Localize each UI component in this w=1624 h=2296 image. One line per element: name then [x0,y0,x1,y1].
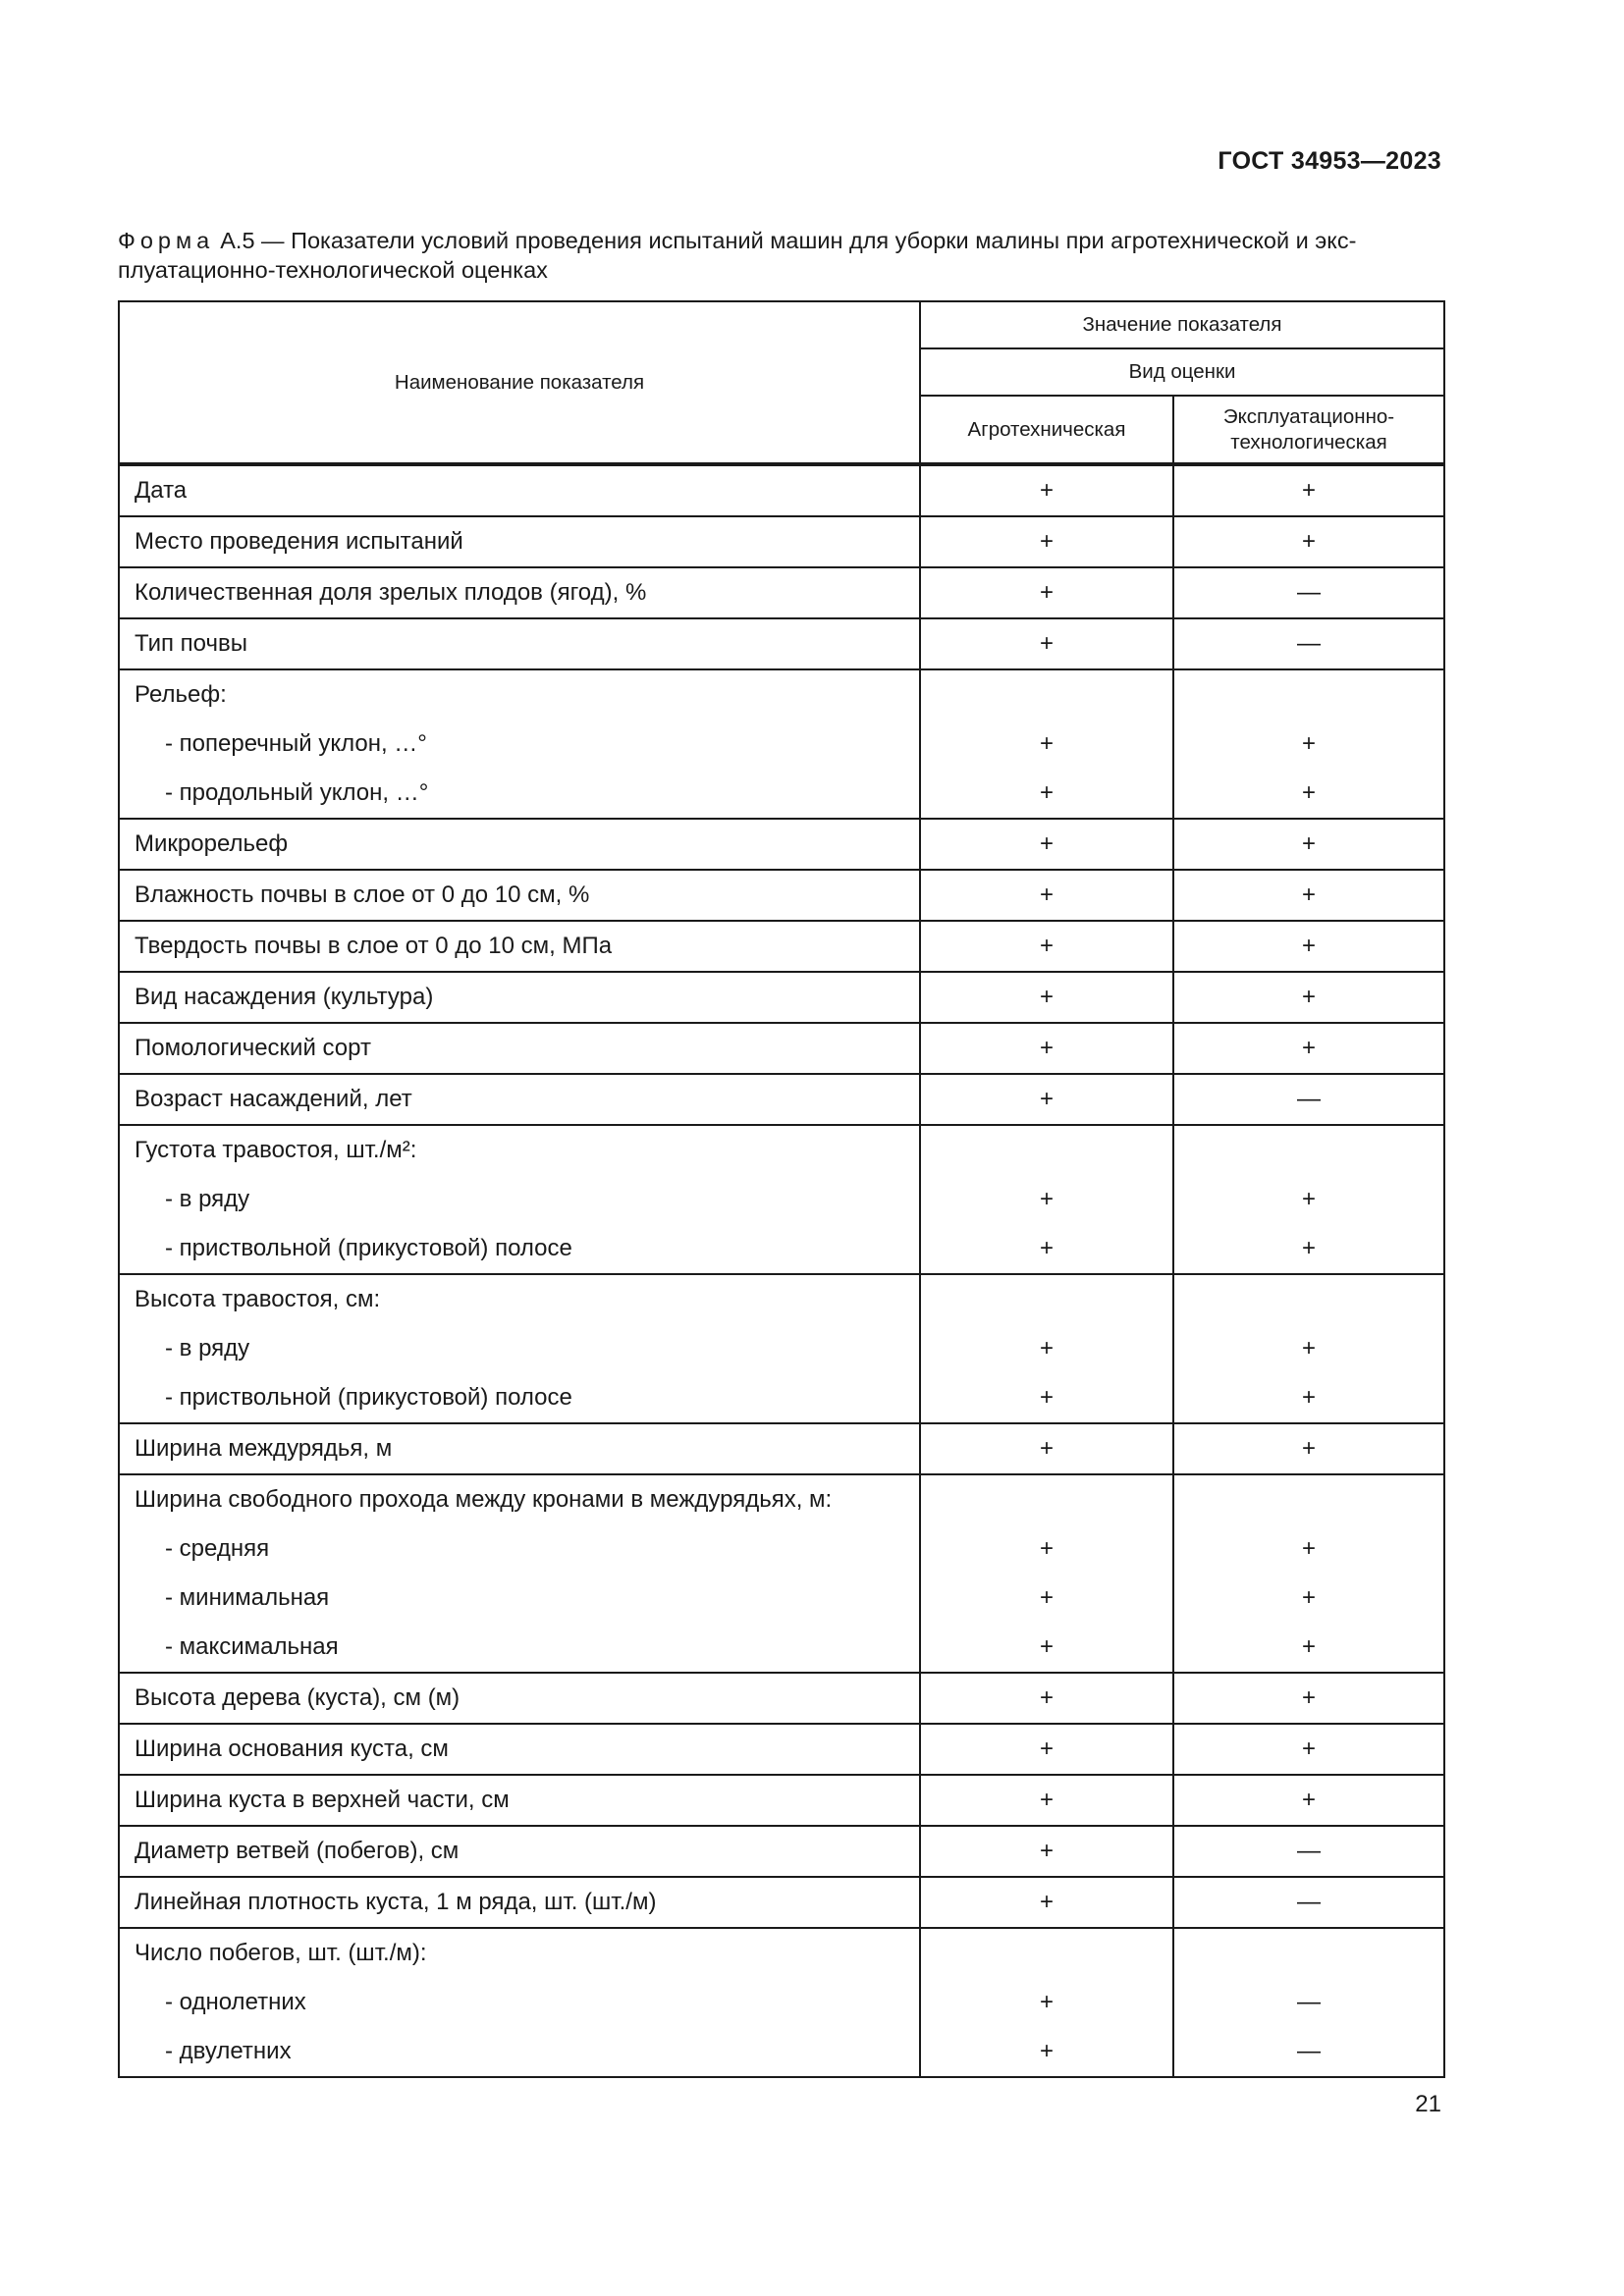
applicability-mark: + [1301,1435,1316,1462]
applicability-mark: + [1039,1735,1054,1762]
applicability-mark [1174,1475,1443,1524]
indicator-label: Высота травостоя, см: [135,1286,381,1312]
indicator-name-cell [119,464,920,516]
indicator-label: Ширина куста в верхней части, см [135,1787,510,1813]
applicability-mark: + [1039,528,1054,555]
applicability-mark: + [1039,830,1054,857]
header-indicator-value: Значение показателя [920,301,1444,348]
applicability-mark: + [1301,1584,1316,1611]
agrotechnical-cell [920,1826,1173,1877]
header-operational-line2: технологическая [1230,430,1387,454]
sub-item-label: - продольный уклон, …° [165,779,429,806]
indicator-label: Ширина свободного прохода между кронами в междурядьях, м: [135,1486,833,1513]
sub-item-label: - двулетних [165,2038,292,2064]
agrotechnical-cell [920,1877,1173,1928]
agrotechnical-cell [920,1125,1173,1274]
table-header [119,301,1444,464]
indicator-name-cell [119,1775,920,1826]
applicability-mark: + [1301,1384,1316,1411]
indicator-name-cell [119,1023,920,1074]
applicability-mark: + [1039,1186,1054,1212]
header-operational [1173,396,1444,464]
indicator-name-cell [119,1673,920,1724]
table-row [119,1274,1444,1423]
applicability-mark: + [1039,730,1054,757]
applicability-mark: + [1039,579,1054,606]
applicability-mark: + [1301,1735,1316,1762]
sub-item-label: - максимальная [165,1633,339,1660]
indicator-label: Линейная плотность куста, 1 м ряда, шт. (шт./м) [135,1889,657,1915]
table-row [119,819,1444,870]
applicability-mark: — [1297,579,1321,606]
applicability-mark: + [1039,984,1054,1010]
indicator-label: Высота дерева (куста), см (м) [135,1684,460,1711]
operational-cell [1173,618,1444,669]
indicator-name-cell [119,516,920,567]
agrotechnical-cell [920,669,1173,819]
indicator-name-cell [119,1074,920,1125]
indicator-label: Вид насаждения (культура) [135,984,434,1010]
sub-item-label: - средняя [165,1535,270,1562]
agrotechnical-cell [920,1928,1173,2077]
form-caption [118,226,1443,285]
form-title-line2: плуатационно-технологической оценках [118,257,548,283]
applicability-mark: + [1039,1384,1054,1411]
table-row [119,1928,1444,2077]
indicator-label: Диаметр ветвей (побегов), см [135,1838,460,1864]
agrotechnical-cell [920,972,1173,1023]
operational-cell [1173,516,1444,567]
applicability-mark: + [1301,1684,1316,1711]
operational-cell [1173,1928,1444,2077]
applicability-mark [1174,670,1443,720]
indicator-label: Возраст насаждений, лет [135,1086,412,1112]
indicator-name-cell [119,819,920,870]
indicator-label: Ширина основания куста, см [135,1735,449,1762]
indicator-name-cell [119,1724,920,1775]
indicator-name-cell [119,870,920,921]
table-row [119,1673,1444,1724]
indicator-name-cell [119,1125,920,1274]
operational-cell [1173,1474,1444,1673]
table-row [119,1023,1444,1074]
applicability-mark: — [1297,1889,1321,1915]
table-row [119,921,1444,972]
applicability-mark [921,1929,1172,1978]
header-operational-line1: Эксплуатационно- [1222,404,1395,428]
table-row [119,567,1444,618]
indicator-label: Влажность почвы в слое от 0 до 10 см, % [135,881,590,908]
applicability-mark: + [1301,779,1316,806]
applicability-mark: + [1301,730,1316,757]
applicability-mark: + [1301,1235,1316,1261]
sub-item-label: - поперечный уклон, …° [165,730,427,757]
indicator-label: Ширина междурядья, м [135,1435,393,1462]
indicator-name-cell [119,1474,920,1673]
indicator-label: Тип почвы [135,630,247,657]
applicability-mark: + [1039,1889,1054,1915]
applicability-mark: — [1297,1086,1321,1112]
operational-cell [1173,1826,1444,1877]
indicator-name-cell [119,1274,920,1423]
applicability-mark: + [1039,2038,1054,2064]
table-row [119,1474,1444,1673]
sub-item-label: - однолетних [165,1989,306,2015]
applicability-mark: + [1039,1684,1054,1711]
applicability-mark: + [1039,1535,1054,1562]
page-number: 21 [1415,2091,1441,2117]
agrotechnical-cell [920,1274,1173,1423]
indicator-name-cell [119,567,920,618]
applicability-mark: + [1301,1186,1316,1212]
applicability-mark: + [1039,1335,1054,1362]
applicability-mark: + [1039,1435,1054,1462]
indicator-label: Место проведения испытаний [135,528,463,555]
applicability-mark: + [1301,1787,1316,1813]
applicability-mark: + [1039,1787,1054,1813]
header-agrotechnical: Агротехническая [920,396,1173,464]
applicability-mark [921,670,1172,720]
operational-cell [1173,1775,1444,1826]
indicator-label: Помологический сорт [135,1035,371,1061]
table-row [119,870,1444,921]
table-row [119,1775,1444,1826]
applicability-mark: + [1301,830,1316,857]
agrotechnical-cell [920,1673,1173,1724]
indicator-label: Количественная доля зрелых плодов (ягод), % [135,579,647,606]
table-row [119,464,1444,516]
operational-cell [1173,1423,1444,1474]
applicability-mark: + [1039,1235,1054,1261]
table-row [119,1074,1444,1125]
table-row [119,1877,1444,1928]
sub-item-label: - приствольной (прикустовой) полосе [165,1384,572,1411]
applicability-mark [921,1126,1172,1175]
indicator-name-cell [119,921,920,972]
operational-cell [1173,1074,1444,1125]
agrotechnical-cell [920,1724,1173,1775]
operational-cell [1173,1724,1444,1775]
indicator-name-cell [119,1826,920,1877]
indicator-label: Рельеф: [135,681,227,708]
applicability-mark: + [1039,1584,1054,1611]
applicability-mark: + [1039,933,1054,959]
applicability-mark: — [1297,1838,1321,1864]
applicability-mark: + [1301,1035,1316,1061]
applicability-mark: + [1039,477,1054,504]
indicator-name-cell [119,1877,920,1928]
indicator-name-cell [119,1928,920,2077]
table-row [119,1826,1444,1877]
agrotechnical-cell [920,1474,1173,1673]
table-row [119,972,1444,1023]
agrotechnical-cell [920,870,1173,921]
indicator-name-cell [119,972,920,1023]
applicability-mark: + [1039,630,1054,657]
applicability-mark: + [1301,933,1316,959]
table-row [119,1125,1444,1274]
sub-item-label: - в ряду [165,1335,250,1362]
applicability-mark: — [1297,1989,1321,2015]
form-title-line1: А.5 — Показатели условий проведения испытаний машин для уборки малины при агротехнической и экс- [220,228,1357,253]
operational-cell [1173,870,1444,921]
indicator-label: Микрорельеф [135,830,289,857]
operational-cell [1173,1125,1444,1274]
applicability-mark: — [1297,630,1321,657]
form-label: Форма [118,228,215,253]
table-row [119,669,1444,819]
table-body [119,464,1444,2077]
operational-cell [1173,1673,1444,1724]
applicability-mark: + [1301,528,1316,555]
applicability-mark [921,1475,1172,1524]
table-row [119,516,1444,567]
operational-cell [1173,921,1444,972]
applicability-mark: + [1039,1633,1054,1660]
table-row [119,618,1444,669]
sub-item-label: - в ряду [165,1186,250,1212]
sub-item-label: - минимальная [165,1584,330,1611]
applicability-mark: + [1301,1535,1316,1562]
agrotechnical-cell [920,516,1173,567]
agrotechnical-cell [920,567,1173,618]
applicability-mark [1174,1126,1443,1175]
indicator-label: Густота травостоя, шт./м²: [135,1137,417,1163]
indicator-name-cell [119,1423,920,1474]
header-evaluation-type: Вид оценки [920,348,1444,396]
operational-cell [1173,567,1444,618]
applicability-mark: + [1301,984,1316,1010]
applicability-mark: + [1039,779,1054,806]
applicability-mark: + [1039,1035,1054,1061]
indicators-table [118,300,1445,2078]
applicability-mark: + [1301,1335,1316,1362]
operational-cell [1173,819,1444,870]
agrotechnical-cell [920,1023,1173,1074]
indicator-label: Твердость почвы в слое от 0 до 10 см, МПа [135,933,613,959]
operational-cell [1173,1023,1444,1074]
applicability-mark: + [1301,1633,1316,1660]
applicability-mark: + [1039,1989,1054,2015]
agrotechnical-cell [920,1074,1173,1125]
applicability-mark [1174,1929,1443,1978]
applicability-mark: + [1039,881,1054,908]
applicability-mark [921,1275,1172,1324]
agrotechnical-cell [920,921,1173,972]
header-indicator-name: Наименование показателя [119,301,920,464]
indicator-name-cell [119,618,920,669]
sub-item-label: - приствольной (прикустовой) полосе [165,1235,572,1261]
agrotechnical-cell [920,819,1173,870]
table-row [119,1423,1444,1474]
operational-cell [1173,464,1444,516]
agrotechnical-cell [920,618,1173,669]
table-row [119,1724,1444,1775]
agrotechnical-cell [920,1775,1173,1826]
applicability-mark: + [1301,881,1316,908]
applicability-mark: — [1297,2038,1321,2064]
indicator-name-cell [119,669,920,819]
applicability-mark: + [1039,1838,1054,1864]
operational-cell [1173,669,1444,819]
applicability-mark [1174,1275,1443,1324]
document-code: ГОСТ 34953—2023 [1218,147,1441,175]
operational-cell [1173,1274,1444,1423]
agrotechnical-cell [920,1423,1173,1474]
operational-cell [1173,972,1444,1023]
agrotechnical-cell [920,464,1173,516]
operational-cell [1173,1877,1444,1928]
indicator-label: Дата [135,477,188,504]
indicator-label: Число побегов, шт. (шт./м): [135,1940,427,1966]
applicability-mark: + [1039,1086,1054,1112]
applicability-mark: + [1301,477,1316,504]
